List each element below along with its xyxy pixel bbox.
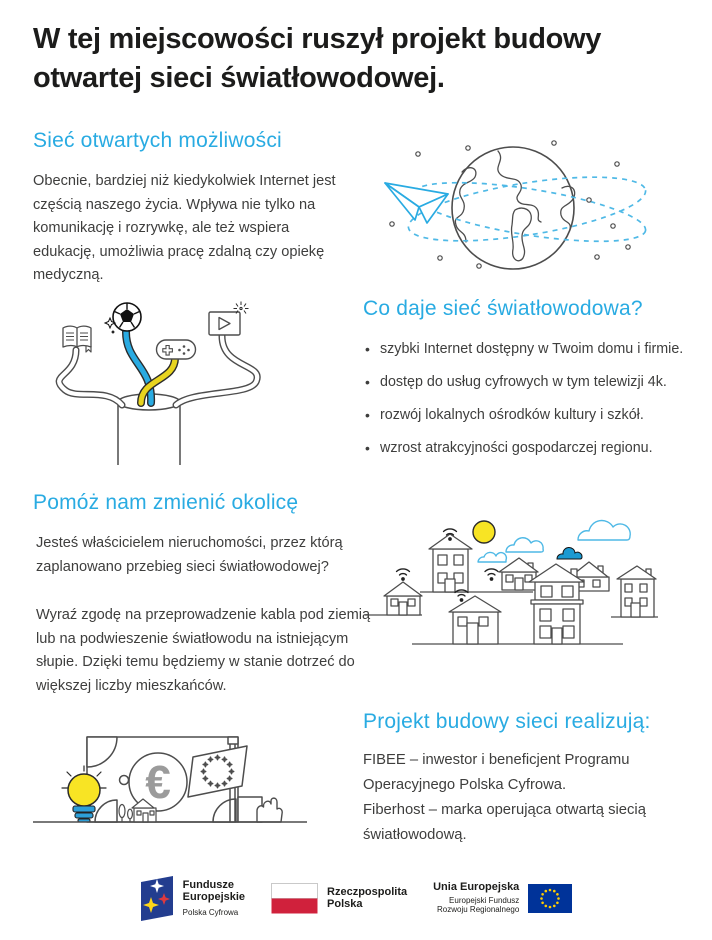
logo-european-funds [140, 874, 245, 922]
logo-republic-of-poland [271, 883, 407, 914]
house-big-center [529, 564, 584, 644]
help-paragraph-2: Wyraź zgodę na przeprowadzenie kabla pod ziemią lub na podwieszenie światłowodu na istniejącym słupie. Dzięki temu będziemy w stanie dotrzeć do większej liczby mieszkańców. [36, 607, 371, 694]
benefit-item: • wzrost atrakcyjności gospodarczej regionu. [363, 439, 712, 458]
logo-european-union [433, 881, 572, 915]
poland-flag-icon [271, 883, 318, 914]
page-title-line2: otwartej sieci światłowodowej. [33, 62, 445, 94]
eu-sublabel-line2: Rozwoju Regionalnego [437, 905, 520, 915]
video-player-icon [209, 302, 249, 336]
poland-label-line2: Polska [327, 898, 363, 910]
benefit-item: • szybki Internet dostępny w Twoim domu i firmie. [363, 340, 712, 359]
house-tall-left [429, 534, 472, 592]
sun-icon [473, 521, 495, 543]
european-funds-flag-icon [140, 874, 174, 922]
eu-funding-illustration [25, 710, 315, 855]
possibilities-paragraph: Obecnie, bardziej niż kiedykolwiek Internet jest częścią naszego życia. Wpływa nie tylko na komunikację i rozrywkę, ale też wspiera edukację, umożliwia pracę zdalną czy opiekę medyczną. [33, 173, 336, 283]
help-paragraph-1: Jesteś właścicielem nieruchomości, przez którą zaplanowano przebieg sieci światłowodowej? [36, 535, 343, 575]
eu-funds-label-line2: Europejskie [182, 891, 246, 904]
eu-sublabel-line1: Europejski Fundusz [449, 895, 520, 905]
blue-cloud-icon [557, 547, 582, 559]
plane-globe-illustration [365, 130, 712, 295]
who-line-fiberhost: Fiberhost – marka operująca otwartą siecią światłowodową. [363, 802, 646, 843]
paper-plane-icon [385, 183, 448, 223]
euro-symbol: € [145, 756, 171, 808]
cloud-icons [478, 521, 630, 562]
house-mid-small [499, 558, 538, 590]
poland-label-line1: Rzeczpospolita [327, 885, 408, 898]
benefits-list [363, 340, 712, 472]
footer-logos [0, 866, 712, 930]
house-front-left [449, 596, 501, 644]
benefit-item: • rozwój lokalnych ośrodków kultury i szkół. [363, 406, 712, 425]
section-heading-possibilities: Sieć otwartych możliwości [33, 129, 282, 152]
globe-icon [452, 147, 575, 269]
who-line-fibee: FIBEE – inwestor i beneficjent Programu Operacyjnego Polska Cyfrowa. [363, 752, 630, 793]
eu-flag-icon [528, 884, 572, 913]
eu-funds-sublabel: Polska Cyfrowa [182, 907, 239, 917]
section-heading-help: Pomóż nam zmienić okolicę [33, 491, 299, 514]
who-paragraph [363, 748, 708, 848]
section-heading-who: Projekt budowy sieci realizują: [363, 710, 651, 733]
cables-illustration [25, 287, 315, 467]
soccer-ball-icon [105, 303, 141, 334]
eu-label: Unia Europejska [433, 881, 520, 894]
eu-funds-label-line1: Fundusze [182, 878, 235, 891]
section-heading-benefits: Co daje sieć światłowodowa? [363, 297, 643, 320]
page-title-line1: W tej miejscowości ruszył projekt budowy [33, 23, 602, 55]
houses-illustration [365, 497, 712, 682]
house-far-right [617, 566, 656, 617]
house-far-left [384, 582, 422, 615]
gamepad-icon [157, 340, 196, 359]
benefit-item: • dostęp do usług cyfrowych w tym telewizji 4k. [363, 373, 712, 392]
page-title [33, 20, 693, 98]
